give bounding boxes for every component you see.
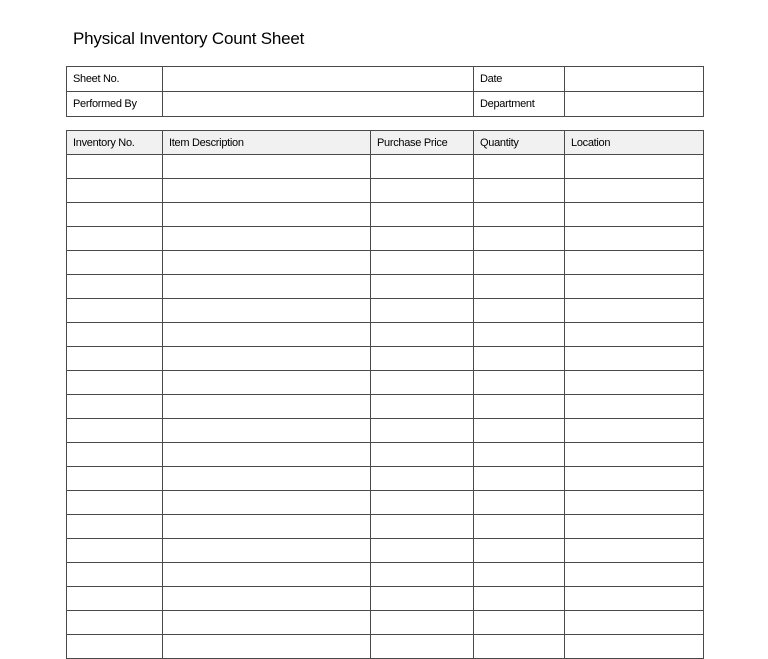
page-title: Physical Inventory Count Sheet bbox=[73, 29, 305, 48]
col-header-purchase-price: Purchase Price bbox=[371, 131, 474, 155]
inventory-no-cell[interactable] bbox=[67, 371, 163, 395]
quantity-cell[interactable] bbox=[474, 323, 565, 347]
inventory-no-cell[interactable] bbox=[67, 275, 163, 299]
item-description-cell[interactable] bbox=[163, 443, 371, 467]
quantity-cell[interactable] bbox=[474, 179, 565, 203]
purchase-price-cell[interactable] bbox=[371, 491, 474, 515]
purchase-price-cell[interactable] bbox=[371, 299, 474, 323]
item-description-cell[interactable] bbox=[163, 347, 371, 371]
inventory-no-cell[interactable] bbox=[67, 563, 163, 587]
purchase-price-cell[interactable] bbox=[371, 155, 474, 179]
location-cell[interactable] bbox=[565, 443, 704, 467]
table-row bbox=[67, 419, 704, 443]
inventory-no-cell[interactable] bbox=[67, 515, 163, 539]
purchase-price-cell[interactable] bbox=[371, 347, 474, 371]
location-cell[interactable] bbox=[565, 347, 704, 371]
quantity-cell[interactable] bbox=[474, 299, 565, 323]
quantity-cell[interactable] bbox=[474, 491, 565, 515]
table-row bbox=[67, 443, 704, 467]
department-field[interactable] bbox=[565, 92, 704, 117]
quantity-cell[interactable] bbox=[474, 371, 565, 395]
table-row bbox=[67, 491, 704, 515]
item-description-cell[interactable] bbox=[163, 179, 371, 203]
inventory-no-cell[interactable] bbox=[67, 635, 163, 659]
purchase-price-cell[interactable] bbox=[371, 419, 474, 443]
item-description-cell[interactable] bbox=[163, 395, 371, 419]
inventory-no-cell[interactable] bbox=[67, 419, 163, 443]
item-description-cell[interactable] bbox=[163, 203, 371, 227]
location-cell[interactable] bbox=[565, 323, 704, 347]
inventory-no-cell[interactable] bbox=[67, 179, 163, 203]
location-cell[interactable] bbox=[565, 539, 704, 563]
col-header-item-description: Item Description bbox=[163, 131, 371, 155]
quantity-cell[interactable] bbox=[474, 155, 565, 179]
col-header-location: Location bbox=[565, 131, 704, 155]
quantity-cell[interactable] bbox=[474, 419, 565, 443]
location-cell[interactable] bbox=[565, 251, 704, 275]
inventory-no-cell[interactable] bbox=[67, 251, 163, 275]
purchase-price-cell[interactable] bbox=[371, 539, 474, 563]
quantity-cell[interactable] bbox=[474, 443, 565, 467]
inventory-rows bbox=[67, 155, 704, 659]
table-row bbox=[67, 251, 704, 275]
location-cell[interactable] bbox=[565, 155, 704, 179]
inventory-no-cell[interactable] bbox=[67, 467, 163, 491]
inventory-no-cell[interactable] bbox=[67, 203, 163, 227]
item-description-cell[interactable] bbox=[163, 323, 371, 347]
sheet-no-field[interactable] bbox=[163, 67, 474, 92]
quantity-cell[interactable] bbox=[474, 467, 565, 491]
inventory-header-row bbox=[67, 131, 704, 155]
location-cell[interactable] bbox=[565, 611, 704, 635]
table-row bbox=[67, 371, 704, 395]
table-row bbox=[67, 275, 704, 299]
location-cell[interactable] bbox=[565, 227, 704, 251]
purchase-price-cell[interactable] bbox=[371, 371, 474, 395]
purchase-price-cell[interactable] bbox=[371, 227, 474, 251]
performed-by-label: Performed By bbox=[67, 92, 163, 117]
inventory-no-cell[interactable] bbox=[67, 491, 163, 515]
location-cell[interactable] bbox=[565, 203, 704, 227]
table-row bbox=[67, 563, 704, 587]
table-row bbox=[67, 635, 704, 659]
inventory-no-cell[interactable] bbox=[67, 587, 163, 611]
inventory-no-cell[interactable] bbox=[67, 227, 163, 251]
item-description-cell[interactable] bbox=[163, 491, 371, 515]
quantity-cell[interactable] bbox=[474, 395, 565, 419]
purchase-price-cell[interactable] bbox=[371, 395, 474, 419]
col-header-quantity: Quantity bbox=[474, 131, 565, 155]
location-cell[interactable] bbox=[565, 179, 704, 203]
quantity-cell[interactable] bbox=[474, 347, 565, 371]
table-row bbox=[67, 203, 704, 227]
purchase-price-cell[interactable] bbox=[371, 275, 474, 299]
quantity-cell[interactable] bbox=[474, 251, 565, 275]
location-cell[interactable] bbox=[565, 371, 704, 395]
performed-by-field[interactable] bbox=[163, 92, 474, 117]
inventory-no-cell[interactable] bbox=[67, 347, 163, 371]
table-row bbox=[67, 539, 704, 563]
info-row-performer bbox=[67, 92, 704, 117]
department-label: Department bbox=[474, 92, 565, 117]
purchase-price-cell[interactable] bbox=[371, 563, 474, 587]
quantity-cell[interactable] bbox=[474, 563, 565, 587]
inventory-no-cell[interactable] bbox=[67, 155, 163, 179]
quantity-cell[interactable] bbox=[474, 539, 565, 563]
item-description-cell[interactable] bbox=[163, 635, 371, 659]
quantity-cell[interactable] bbox=[474, 611, 565, 635]
item-description-cell[interactable] bbox=[163, 275, 371, 299]
location-cell[interactable] bbox=[565, 299, 704, 323]
location-cell[interactable] bbox=[565, 563, 704, 587]
purchase-price-cell[interactable] bbox=[371, 323, 474, 347]
location-cell[interactable] bbox=[565, 635, 704, 659]
inventory-table bbox=[66, 130, 704, 659]
purchase-price-cell[interactable] bbox=[371, 635, 474, 659]
item-description-cell[interactable] bbox=[163, 515, 371, 539]
location-cell[interactable] bbox=[565, 275, 704, 299]
info-row-sheet bbox=[67, 67, 704, 92]
location-cell[interactable] bbox=[565, 491, 704, 515]
table-row bbox=[67, 467, 704, 491]
location-cell[interactable] bbox=[565, 395, 704, 419]
table-row bbox=[67, 179, 704, 203]
quantity-cell[interactable] bbox=[474, 515, 565, 539]
inventory-no-cell[interactable] bbox=[67, 611, 163, 635]
purchase-price-cell[interactable] bbox=[371, 251, 474, 275]
table-row bbox=[67, 155, 704, 179]
inventory-no-cell[interactable] bbox=[67, 443, 163, 467]
quantity-cell[interactable] bbox=[474, 203, 565, 227]
date-label: Date bbox=[474, 67, 565, 92]
item-description-cell[interactable] bbox=[163, 155, 371, 179]
purchase-price-cell[interactable] bbox=[371, 443, 474, 467]
table-row bbox=[67, 515, 704, 539]
item-description-cell[interactable] bbox=[163, 587, 371, 611]
item-description-cell[interactable] bbox=[163, 227, 371, 251]
inventory-no-cell[interactable] bbox=[67, 539, 163, 563]
inventory-no-cell[interactable] bbox=[67, 395, 163, 419]
quantity-cell[interactable] bbox=[474, 587, 565, 611]
location-cell[interactable] bbox=[565, 587, 704, 611]
col-header-inventory-no: Inventory No. bbox=[67, 131, 163, 155]
table-row bbox=[67, 323, 704, 347]
item-description-cell[interactable] bbox=[163, 563, 371, 587]
inventory-no-cell[interactable] bbox=[67, 323, 163, 347]
location-cell[interactable] bbox=[565, 467, 704, 491]
item-description-cell[interactable] bbox=[163, 611, 371, 635]
inventory-no-cell[interactable] bbox=[67, 299, 163, 323]
quantity-cell[interactable] bbox=[474, 275, 565, 299]
quantity-cell[interactable] bbox=[474, 227, 565, 251]
item-description-cell[interactable] bbox=[163, 467, 371, 491]
purchase-price-cell[interactable] bbox=[371, 515, 474, 539]
item-description-cell[interactable] bbox=[163, 419, 371, 443]
purchase-price-cell[interactable] bbox=[371, 179, 474, 203]
item-description-cell[interactable] bbox=[163, 371, 371, 395]
quantity-cell[interactable] bbox=[474, 635, 565, 659]
item-description-cell[interactable] bbox=[163, 539, 371, 563]
sheet-info-table bbox=[66, 66, 704, 117]
table-row bbox=[67, 227, 704, 251]
table-row bbox=[67, 395, 704, 419]
item-description-cell[interactable] bbox=[163, 299, 371, 323]
purchase-price-cell[interactable] bbox=[371, 203, 474, 227]
sheet-no-label: Sheet No. bbox=[67, 67, 163, 92]
table-row bbox=[67, 347, 704, 371]
purchase-price-cell[interactable] bbox=[371, 467, 474, 491]
purchase-price-cell[interactable] bbox=[371, 587, 474, 611]
location-cell[interactable] bbox=[565, 419, 704, 443]
table-row bbox=[67, 587, 704, 611]
purchase-price-cell[interactable] bbox=[371, 611, 474, 635]
date-field[interactable] bbox=[565, 67, 704, 92]
table-row bbox=[67, 299, 704, 323]
item-description-cell[interactable] bbox=[163, 251, 371, 275]
table-row bbox=[67, 611, 704, 635]
location-cell[interactable] bbox=[565, 515, 704, 539]
